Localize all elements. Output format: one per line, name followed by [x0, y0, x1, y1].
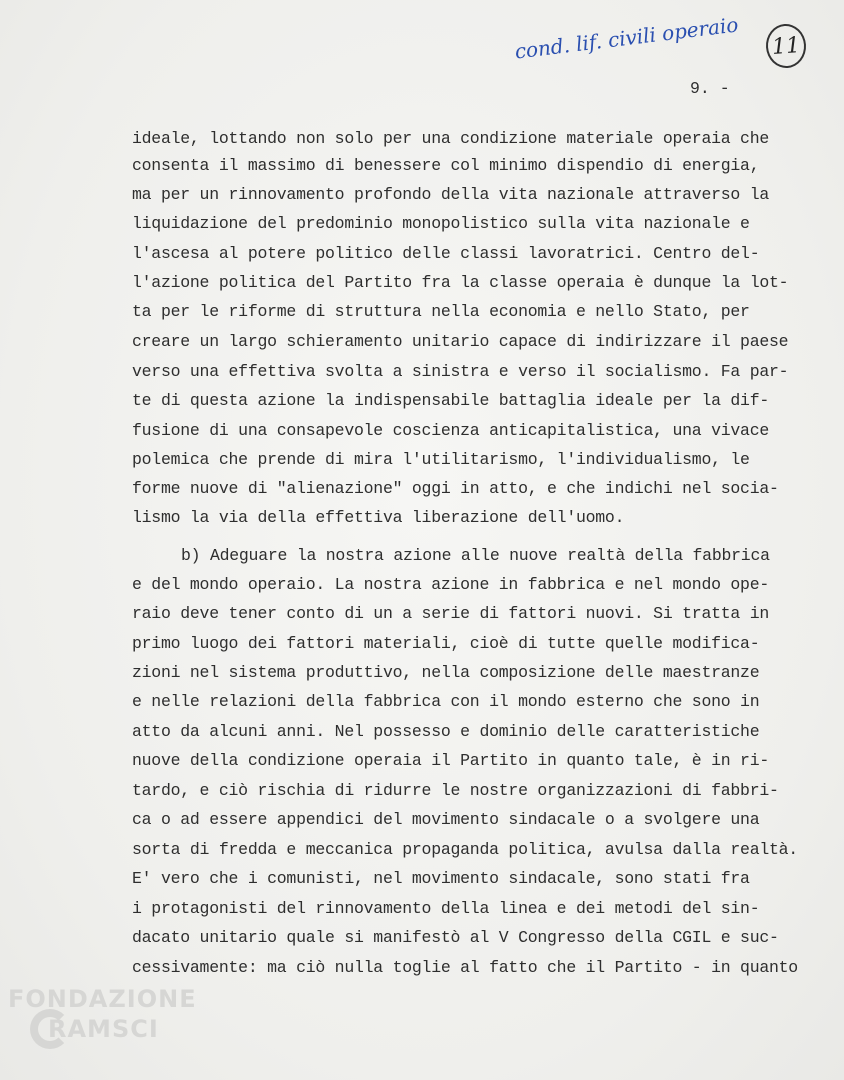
text-line: te di questa azione la indispensabile battaglia ideale per la dif- — [132, 391, 770, 410]
page-number: 9. - — [690, 79, 730, 98]
text-line: primo luogo dei fattori materiali, cioè di tutte quelle modifica- — [132, 634, 760, 653]
text-line: polemica che prende di mira l'utilitarismo, l'individualismo, le — [132, 450, 750, 469]
handwritten-note: cond. lif. civili operaio — [513, 12, 740, 64]
text-line: i protagonisti del rinnovamento della linea e dei metodi del sin- — [132, 899, 760, 918]
paragraph-b-first-line: b) Adeguare la nostra azione alle nuove realtà della fabbrica — [181, 546, 770, 565]
text-line: l'ascesa al potere politico delle classi lavoratrici. Centro del- — [132, 244, 760, 263]
watermark-line-1: FONDAZIONE — [8, 985, 197, 1013]
text-line: verso una effettiva svolta a sinistra e verso il socialismo. Fa par- — [132, 362, 789, 381]
text-line: ideale, lottando non solo per una condizione materiale operaia che — [132, 129, 770, 148]
text-line: E' vero che i comunisti, nel movimento sindacale, sono stati fra — [132, 869, 750, 888]
watermark-line-2: RAMSCI — [48, 1015, 159, 1043]
text-line: ta per le riforme di struttura nella economia e nello Stato, per — [132, 302, 750, 321]
text-line: nuove della condizione operaia il Partito in quanto tale, è in ri- — [132, 751, 770, 770]
text-line: tardo, e ciò rischia di ridurre le nostre organizzazioni di fabbri- — [132, 781, 779, 800]
text-line: zioni nel sistema produttivo, nella composizione delle maestranze — [132, 663, 760, 682]
text-line: atto da alcuni anni. Nel possesso e dominio delle caratteristiche — [132, 722, 760, 741]
text-line: fusione di una consapevole coscienza anticapitalistica, una vivace — [132, 421, 770, 440]
text-line: liquidazione del predominio monopolistico sulla vita nazionale e — [132, 214, 750, 233]
text-line: creare un largo schieramento unitario capace di indirizzare il paese — [132, 332, 789, 351]
text-line: cessivamente: ma ciò nulla toglie al fatto che il Partito - in quanto — [132, 958, 798, 977]
text-line: e del mondo operaio. La nostra azione in fabbrica e nel mondo ope- — [132, 575, 770, 594]
text-line: lismo la via della effettiva liberazione dell'uomo. — [132, 508, 625, 527]
text-line: consenta il massimo di benessere col minimo dispendio di energia, — [132, 156, 760, 175]
text-line: l'azione politica del Partito fra la classe operaia è dunque la lot- — [132, 273, 789, 292]
text-line: e nelle relazioni della fabbrica con il mondo esterno che sono in — [132, 692, 760, 711]
text-line: raio deve tener conto di un a serie di fattori nuovi. Si tratta in — [132, 604, 770, 623]
text-line: forme nuove di "alienazione" oggi in atto, e che indichi nel socia- — [132, 479, 779, 498]
text-line: ca o ad essere appendici del movimento sindacale o a svolgere una — [132, 810, 760, 829]
circled-document-number: 11 — [765, 23, 808, 70]
text-line: ma per un rinnovamento profondo della vita nazionale attraverso la — [132, 185, 770, 204]
text-line: sorta di fredda e meccanica propaganda politica, avulsa dalla realtà. — [132, 840, 798, 859]
text-line: dacato unitario quale si manifestò al V Congresso della CGIL e suc- — [132, 928, 779, 947]
